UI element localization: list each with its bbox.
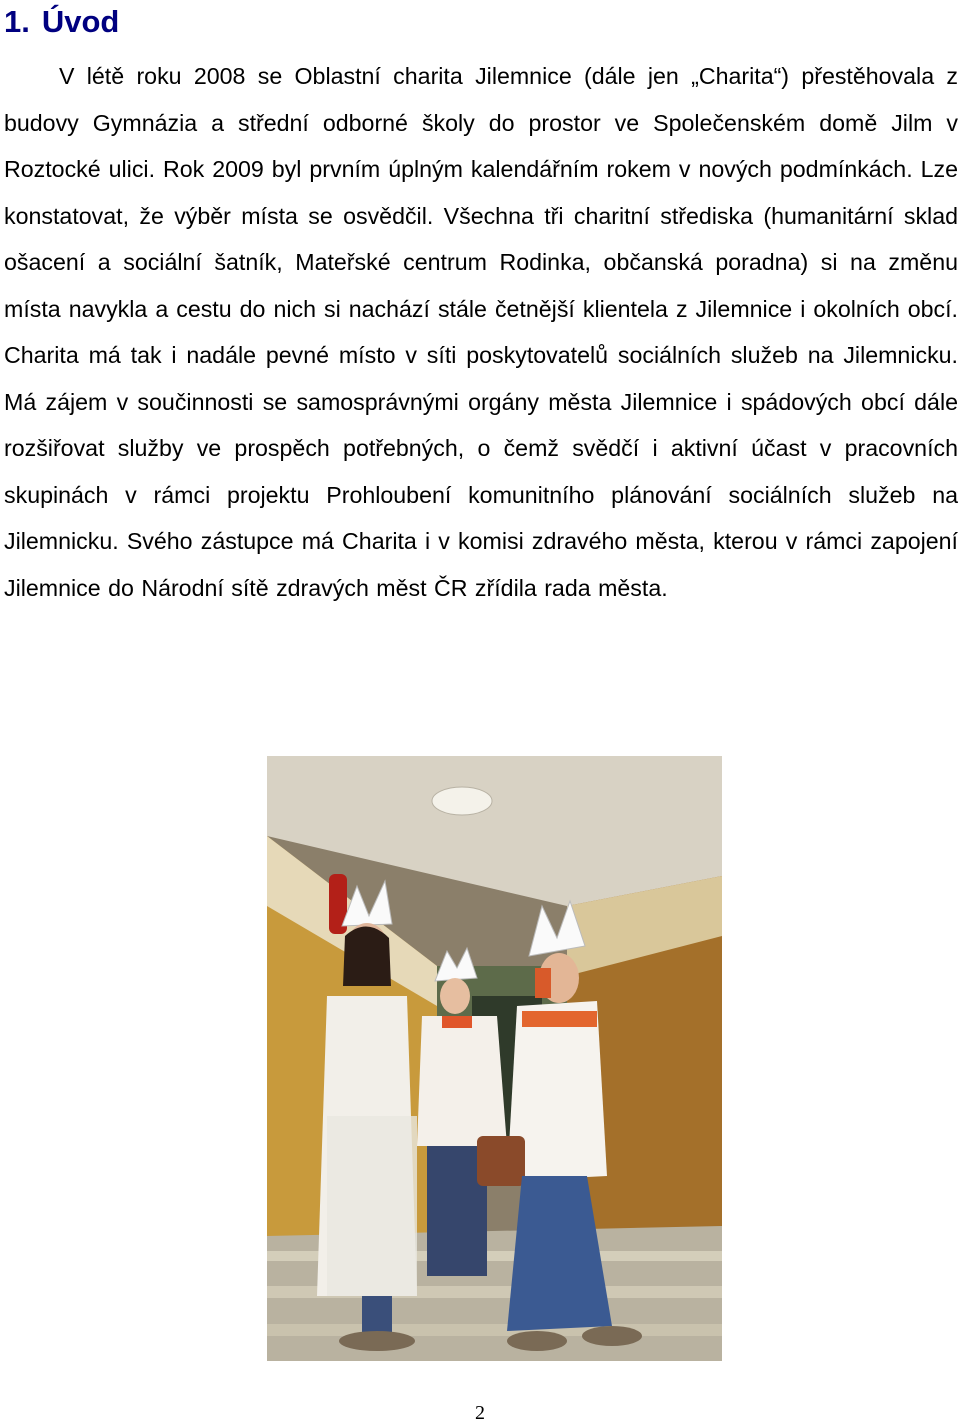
section-heading (4, 2, 119, 42)
section-number: 1. (4, 4, 30, 39)
intro-paragraph: V létě roku 2008 se Oblastní charita Jilemnice (dále jen „Charita“) přestěhovala z budovy Gymnázia a střední odborné školy do prostor ve Společenském domě Jilm v Roztocké ulici. Rok 2009 byl prvním úplným kalendářním rokem v nových podmínkách. Lze konstatovat, že výběr místa se osvědčil. Všechna tři charitní střediska (humanitární sklad ošacení a sociální šatník, Mateřské centrum Rodinka, občanská poradna) si na změnu místa navykla a cestu do nich si nachází stále četnější klientela z Jilemnice i okolních obcí. Charita má tak i nadále pevné místo v síti poskytovatelů sociálních služeb na Jilemnicku. Má zájem v součinnosti se samosprávnými orgány města Jilemnice i spádových obcí dále rozšiřovat služby ve prospěch potřebných, o čemž svědčí i aktivní účast v pracovních skupinách v rámci projektu Prohloubení komunitního plánování sociálních služeb na Jilemnicku. Svého zástupce má Charita i v komisi zdravého města, kterou v rámci zapojení Jilemnice do Národní sítě zdravých měst ČR zřídila rada města. (4, 63, 958, 601)
section-title: Úvod (41, 4, 120, 39)
page-number: 2 (475, 1402, 485, 1424)
photo-three-kings (267, 756, 722, 1361)
